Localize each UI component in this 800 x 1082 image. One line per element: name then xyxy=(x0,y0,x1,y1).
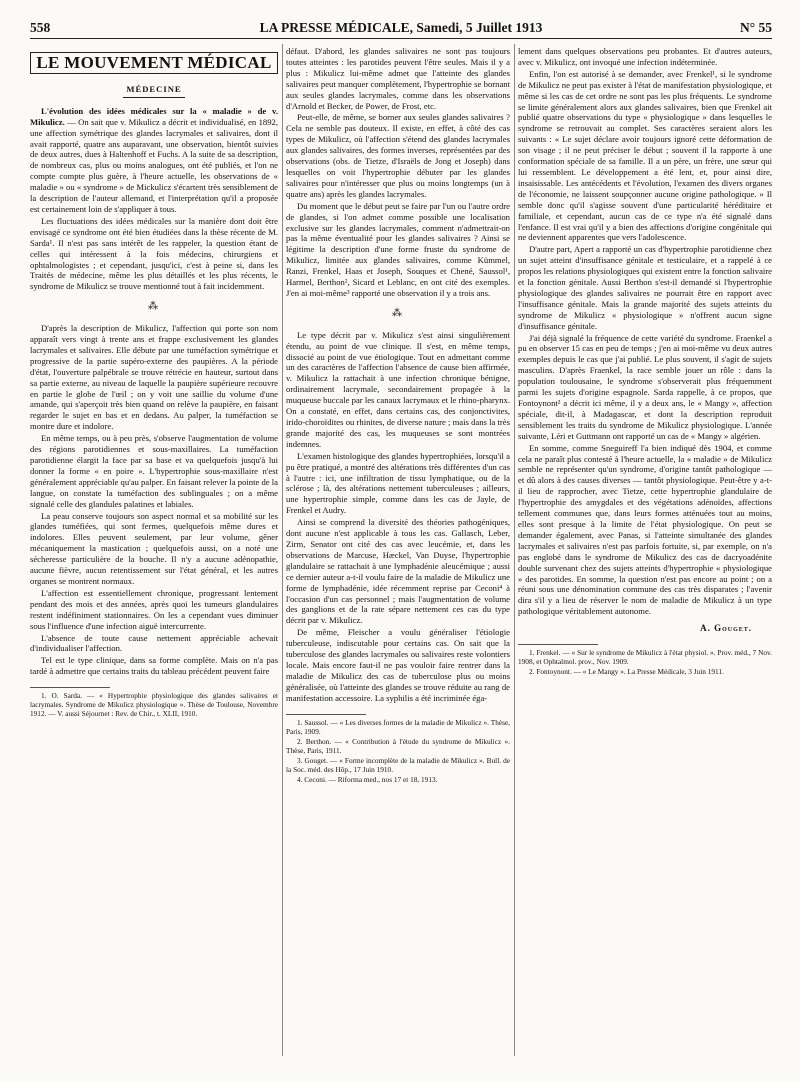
paragraph: L'examen histologique des glandes hypertrophiées, lorsqu'il a pu être pratiqué, a montré des altérations très différentes d'un cas à l'autre : ici, une infiltration de tissu lymphatique, ou de la sclérose ; là, des altérations nettement tuberculeuses ; ailleurs, une hypertrophie simple, comme dans les cas de Jayle, de Frenkel et Audry. xyxy=(286,450,510,516)
page-header xyxy=(30,12,772,39)
paragraph: Tel est le type clinique, dans sa forme complète. Mais on n'a pas tardé à admettre que certains traits du tableau précédent peuvent faire xyxy=(30,655,278,677)
footnote-rule xyxy=(286,714,366,715)
article-intro xyxy=(30,106,278,215)
paragraph: défaut. D'abord, les glandes salivaires ne sont pas toujours toutes atteintes : les parotides peuvent l'être seules. Mais il y a plus : Mikulicz lui-même admet que l'atteinte des glandes salivaires peut manquer complètement, l'hypertrophie se bornant aux seules glandes lacrymales, comme dans les observations d'Arnold et Becker, de Power, de Frost, etc. xyxy=(286,46,510,111)
footnote: 2. Berthon. — « Contribution à l'étude du syndrome de Mikulicz ». Thèse, Paris, 1911. xyxy=(286,736,510,755)
paragraph: Ainsi se comprend la diversité des théories pathogéniques, dont aucune n'est applicable à tous les cas. Gallasch, Leber, Zirm, Senator ont cité des cas avec leucémie, et, dans les observations de Marcuse, Hæckel, Van Duyse, l'hypertrophie glandulaire se rattachait à une lymphadénie aleucémique ; aussi ce dernier auteur a-t-il voulu faire de la maladie de Mikulicz une forme de lymphadénie, idée récemment reprise par Ceconi⁴ à l'occasion d'un cas personnel ; mais l'augmentation de volume des ganglions et de la rate sépare nettement ces cas du type décrit par v. Mikulicz. xyxy=(286,517,510,626)
footnote-rule xyxy=(518,644,598,645)
paragraph: J'ai déjà signalé la fréquence de cette variété du syndrome. Fraenkel a pu en observer 15 cas en peu de temps ; j'en ai moi-même vu deux autres exemples depuis le cas que j'ai publié. Le plus souvent, il s'agit de sujets masculins. D'après Fraenkel, la race semble jouer un rôle : dans la population toulousaine, le syndrome s'observerait plus fréquemment parmi les sujets d'origine espagnole. Sarda rappelle, à ce propos, que Fontoynont² a décrit ici même, il y a deux ans, le « Mangy », affection spéciale, dit-il, à Madagascar, et dont la description reproduit sensiblement les traits du syndrome de Mikulicz physiologique. L'année suivante, Léri et Guttmann ont rapporté un cas de « Mangy » algérien. xyxy=(518,332,772,441)
column-rule-1 xyxy=(282,44,283,1056)
paragraph: L'affection est essentiellement chronique, progressant lentement pendant des mois et des années, après quoi les tumeurs glandulaires restent indéfiniment stationnaires. On les a cependant vues diminuer sous l'influence d'une infection aiguë intercurrente. xyxy=(30,587,278,631)
paragraph: L'absence de toute cause nettement appréciable achevait d'individualiser l'affection. xyxy=(30,632,278,654)
footnote-rule xyxy=(30,687,110,688)
footnote: 1. O. Sarda. — « Hypertrophie physiologique des glandes salivaires et lacrymales. Syndrome de Mikulicz physiologique ». Thèse de Toulouse, Novembre 1912. — V. aussi Séjournet : Rev. de Chir., t. XLII, 1910. xyxy=(30,691,278,719)
paragraph: En somme, comme Sneguireff l'a bien indiqué dès 1904, et comme cela ne paraît plus contesté à l'heure actuelle, la « maladie » de Mikulicz semble ne représenter qu'un syndrome, d'origine tantôt pathologique — et dû alors à des causes diverses — tantôt physiologique. Peut-être y a-t-il lieu de rapprocher, avec Tietze, cette hypertrophie glandulaire de l'hypertrophie des amygdales et des végétations adénoïdes, affections tellement communes que, dans leurs formes atténuées tout au moins, elles sont presque à la limite de l'état physiologique. On peut se demander également, avec Panas, si l'atteinte simultanée des glandes lacrymales et salivaires n'est pas parfois fortuite, si, par exemple, on n'a pas englobé dans le syndrome de Mikulicz des cas de dacryoadénite double survenant chez des sujets atteints d'hypertrophie « physiologique » des parotides. En somme, la question n'est pas encore au point ; on a réuni sous une dénomination commune des cas très disparates ; l'avenir dira s'il y a lieu de réserver le nom de maladie de Mikulicz à un type pathologique véritablement autonome. xyxy=(518,442,772,617)
section-title: MÉDECINE xyxy=(123,84,185,98)
article-title: L'évolution des idées médicales sur la « maladie » de v. Mikulicz. xyxy=(30,105,278,127)
issue-number: N° 55 xyxy=(739,20,772,35)
paragraph: La peau conserve toujours son aspect normal et sa mobilité sur les glandes tuméfiées, qui sont fermes, quelquefois même dures et indolores. Elles peuvent seulement, par leur volume, gêner mécaniquement la mastication ; quelquefois aussi, on a noté une sécheresse particulière de la bouche. Il n'y a aucune adénopathie, aucune fièvre, aucun retentissement sur l'état général, et les autres organes se montrent normaux. xyxy=(30,510,278,586)
paragraph: lement dans quelques observations peu probantes. Et d'autres auteurs, avec v. Mikulicz, ont invoqué une infection indéterminée. xyxy=(518,46,772,67)
page-number: 558 xyxy=(30,20,51,35)
paragraph: En même temps, ou à peu près, s'observe l'augmentation de volume des régions parotidiennes et sous-maxillaires. La tuméfaction parotidienne élargit la face par sa base et va quelquefois jusqu'à lui donner la forme « en poire ». L'hypertrophie sous-maxillaire n'est généralement appréciable qu'au palper. En faisant relever la pointe de la langue, on constate la tuméfaction des sublinguales ; on a même signalé celle des glandules palatines et labiales. xyxy=(30,433,278,509)
paragraph: Enfin, l'on est autorisé à se demander, avec Frenkel¹, si le syndrome de Mikulicz ne peut pas exister à l'état de manifestation physiologique, et même si les cas de cet ordre ne sont pas les plus fréquents. Le syndrome se limite généralement alors aux glandes salivaires, bien que Frenkel ait publié quatre observations du type « physiologique » dans lesquelles le syndrome se retrouvait au complet. Ses caractères seraient alors les suivants : « Le sujet déclare avoir toujours ignoré cette déformation de son visage ; il ne peut préciser le début ; souvent il la rapporte à une conformation spéciale de sa famille. Il a un père, un frère, une sœur qui lui ressemblent. Le développement a été lent, et, pour ainsi dire, insaisissable. Les antécédents et l'évolution, l'examen des divers organes de l'économie, ne laissent soupçonner aucune origine pathologique. » Il semble donc qu'il s'agisse souvent d'une particularité héréditaire et familiale, et cependant, aucun cas de ce type n'a été signalé dans l'enfance. Il est vrai qu'il y a bien des affections d'origine congénitale qui ne deviennent apparentes que vers l'adolescence. xyxy=(518,68,772,243)
footnote: 4. Ceconi. — Riforma med., nos 17 et 18, 1913. xyxy=(297,774,438,784)
footnote: 2. Fontoynont. — « Le Mangy ». La Presse Médicale, 3 Juin 1911. xyxy=(529,667,724,677)
footnote: 1. Frenkel. — « Sur le syndrome de Mikulicz à l'état physiol. ». Prov. méd., 7 Nov. 1908, et Ophtalmol. prov., Nov. 1909. xyxy=(518,648,772,667)
paragraph: Du moment que le début peut se faire par l'un ou l'autre ordre de glandes, si l'on admet comme possible une localisation exclusive sur les glandes lacrymales, comment n'admettrait-on pas la même éventualité pour les glandes salivaires ? Ainsi se légitime la description d'une forme fruste du syndrome de Mikulicz, limitée aux glandes salivaires, comme Kümmel, Ranzi, Frenkel, Haas et Joseph, Souques et Chené, Saussol¹, Harmel, Berthon², Sicard et Leblanc, en ont cité des exemples. J'en ai moi-même³ rapporté une observation il y a trois ans. xyxy=(286,200,510,298)
column-1 xyxy=(30,46,278,719)
rubric-title: LE MOUVEMENT MÉDICAL xyxy=(30,52,278,74)
paragraph: — On sait que v. Mikulicz a décrit et individualisé, en 1892, une affection symétrique des glandes lacrymales et salivaires, dont il avait rapporté, quatre ans auparavant, une observation, bientôt suivies de deux autres, dues à Haltenhoff et Fuchs. A la suite de sa description, de nombreux cas, plus ou moins analogues, ont été publiés, et l'on ne compte compte plus guère, à l'heure actuelle, les observations de « maladie » ou « syndrome » de Mickulicz s'écartent très sensiblement de la description de l'auteur allemand, et l'interprétation qu'il a proposée est certainement loin de s'appliquer à tous. xyxy=(30,116,278,214)
paragraph: D'après la description de Mikulicz, l'affection qui porte son nom apparaît vers vingt à trente ans et frappe exclusivement les glandes lacrymales et salivaires. Elle débute par une tuméfaction symétrique et progressive de la partie supéro-externe des paupières. A la période d'état, l'ouverture palpébrale se trouve rétrécie en hauteur, surtout dans sa partie externe, au niveau de laquelle la paupière supérieure recouvre en partie le globe de l'œil ; on y voit une saillie du volume d'une amande, qui s'aperçoit très bien quand on relève la paupière, en faisant regarder le sujet en bas et en dedans. Au palper, la tuméfaction se montre dure et indolore. xyxy=(30,323,278,432)
paragraph: Les fluctuations des idées médicales sur la manière dont doit être envisagé ce syndrome ont été bien étudiées dans la thèse récente de M. Sarda¹. Il n'est pas sans intérêt de les rappeler, la question étant de celles qui intéressent à la fois médecins, chirurgiens et ophtalmologistes ; et cependant, jusqu'ici, c'est à peine si, dans les Traités de médecine, même les plus détaillés et les plus récents, le syndrome de Mikulicz se trouve mentionné tout à fait incidemment. xyxy=(30,215,278,292)
section-separator: ⁂ xyxy=(148,301,160,313)
column-2 xyxy=(286,46,510,785)
column-rule-2 xyxy=(514,44,515,1056)
paragraph: Le type décrit par v. Mikulicz s'est ainsi singulièrement étendu, au point de vue clinique. Il s'est, en même temps, dissocié au point de vue étiologique. Tout en admettant comme un des caractères de l'affection l'absence de cause bien affirmée, v. Mikulicz la rattachait à une infection chronique bénigne, ordinairement lacrymale, secondairement propagée à la muqueuse buccale par les canaux lacrymaux et le rhino-pharynx. On a constaté, en effet, dans certains cas, des conjonctivites, irido-choroïdites ou rhinites, de diverse nature ; mais dans la très grande majorité des cas, les muqueuses se sont montrées indemnes. xyxy=(286,329,510,449)
paragraph: De même, Fleischer a voulu généraliser l'étiologie tuberculeuse, indiscutable pour certains cas. On sait que la tuberculose des glandes lacrymales ou salivaires reste volontiers locale. Mais encore faut-il ne pas vouloir faire rentrer dans la maladie de Mikulicz des cas de tuberculose plus ou moins généralisée, où l'atteinte des glandes se trouve réduite au rang de manifestation accessoire. La syphilis a été incriminée éga- xyxy=(286,627,510,703)
paragraph: Peut-elle, de même, se borner aux seules glandes salivaires ? Cela ne semble pas douteux. Il existe, en effet, à côté des cas types de Mikulicz, où l'affection s'étend des glandes lacrymales aux glandes salivaires, des formes inverses, représentées par des observations (obs. de Tietze, d'Israëls de Jong et Joseph) dans lesquelles on voit l'hypertrophie débuter par les glandes salivaires pour n'intéresser que plus ou moins longtemps (un à quatre ans) après les glandes lacrymales. xyxy=(286,112,510,199)
author-signature: A. Gouget. xyxy=(700,623,752,634)
journal-title: LA PRESSE MÉDICALE, Samedi, 5 Juillet 1913 xyxy=(259,20,543,35)
footnote: 3. Gouget. — « Forme incomplète de la maladie de Mikulicz ». Bull. de la Soc. méd. des Hôp., 17 Juin 1910. xyxy=(286,755,510,774)
footnote: 1. Saussol. — « Les diverses formes de la maladie de Mikulicz ». Thèse, Paris, 1909. xyxy=(286,717,510,736)
paragraph: D'autre part, Apert a rapporté un cas d'hypertrophie parotidienne chez un sujet atteint d'insuffisance génitale et testiculaire, et a rappelé à ce propos les relations physiologiques qui existent entre la fonction salivaire et la fonction génitale. Aussi Berthon s'est-il demandé si l'hypertrophie physiologique des glandes salivaires ne pourrait être en rapport avec l'insuffisance génitale. Mais la grande majorité des sujets atteints du syndrome de Mikulicz « physiologique » n'offrent aucun signe d'insuffisance génitale. xyxy=(518,244,772,331)
section-separator: ⁂ xyxy=(392,307,404,319)
column-3 xyxy=(518,46,772,677)
